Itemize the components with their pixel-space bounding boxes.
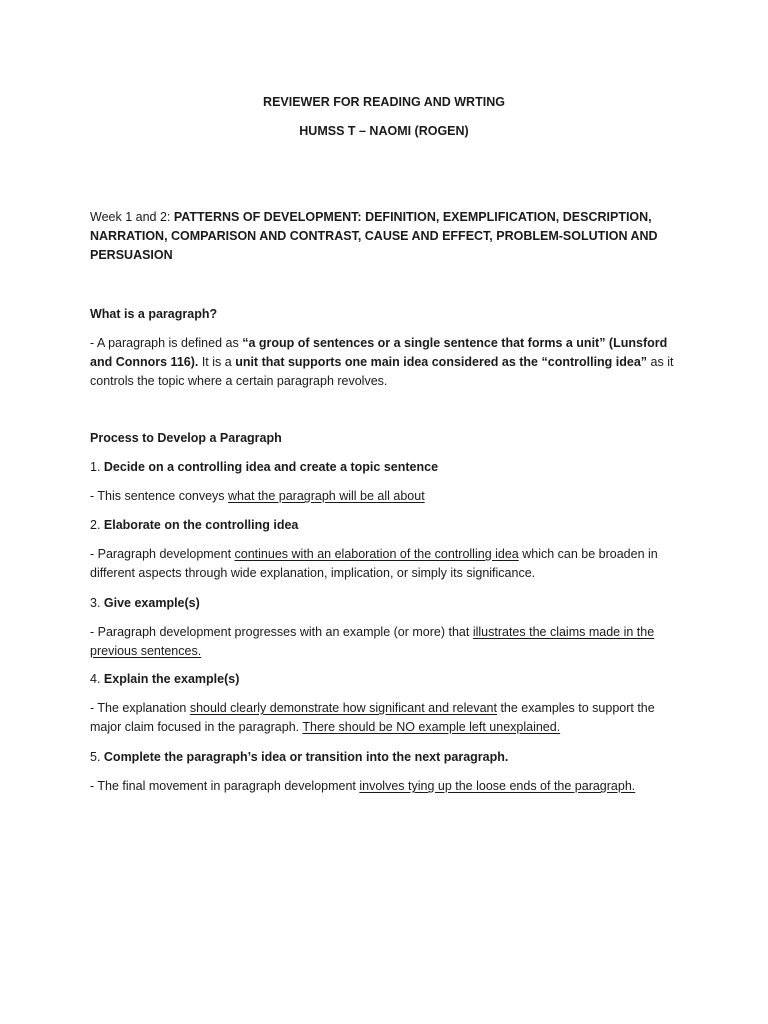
- section-heading: Process to Develop a Paragraph: [90, 431, 282, 445]
- process-heading: [90, 429, 685, 448]
- paragraph-definition: [90, 334, 685, 391]
- step-desc-text: which can be broaden in different aspects through wide explanation, implication, or simply its significance.: [90, 547, 658, 580]
- document-subtitle: HUMSS T – NAOMI (ROGEN): [299, 124, 469, 138]
- step-title: [90, 748, 685, 767]
- paragraph-question-heading: [90, 305, 685, 324]
- step-title: [90, 594, 685, 613]
- week-topics: [90, 208, 685, 265]
- definition-quote: “a group of sentences or a single sentence that forms a unit” (Lunsford and Connors 116).: [90, 336, 668, 369]
- definition-text: as it controls the topic where a certain paragraph revolves.: [90, 355, 674, 388]
- section-heading: What is a paragraph?: [90, 307, 218, 321]
- step-desc-underlined: what the paragraph will be all about: [228, 489, 425, 503]
- step-desc-text: - Paragraph development: [90, 547, 235, 561]
- step-number: 4.: [90, 672, 104, 686]
- week-topics-list: PATTERNS OF DEVELOPMENT: DEFINITION, EXEMPLIFICATION, DESCRIPTION, NARRATION, COMPARISON AND CONTRAST, CAUSE AND EFFECT, PROBLEM-SOLUTION AND PERSUASION: [90, 210, 658, 262]
- step-title: [90, 516, 685, 535]
- week-prefix: Week 1 and 2:: [90, 210, 174, 224]
- step-number: 5.: [90, 750, 104, 764]
- step-desc-text: - This sentence conveys: [90, 489, 229, 503]
- step-desc-text: - The explanation: [90, 701, 190, 715]
- step-description: [90, 545, 685, 583]
- step-desc-underlined: There should be NO example left unexplained.: [302, 720, 561, 734]
- step-title: [90, 670, 685, 689]
- step-number: 2.: [90, 518, 104, 532]
- step-number: 1.: [90, 460, 104, 474]
- step-description: [90, 777, 685, 796]
- document-title: REVIEWER FOR READING AND WRTING: [263, 95, 505, 109]
- step-description: [90, 699, 685, 737]
- step-title-text: Complete the paragraph’s idea or transition into the next paragraph.: [103, 750, 509, 764]
- step-title-text: Explain the example(s): [103, 672, 240, 686]
- definition-emphasis: unit that supports one main idea considered as the “controlling idea”: [235, 355, 648, 369]
- step-title-text: Elaborate on the controlling idea: [103, 518, 299, 532]
- definition-text: It is a: [198, 355, 236, 369]
- step-desc-underlined: should clearly demonstrate how significant and relevant: [189, 701, 497, 715]
- step-desc-text: the examples to support the major claim focused in the paragraph.: [90, 701, 655, 734]
- step-title-text: Give example(s): [103, 596, 200, 610]
- step-title-text: Decide on a controlling idea and create a topic sentence: [103, 460, 439, 474]
- step-desc-underlined: illustrates the claims made in the previous sentences.: [90, 625, 655, 658]
- step-desc-text: - The final movement in paragraph development: [90, 779, 360, 793]
- step-description: [90, 487, 685, 506]
- step-number: 3.: [90, 596, 104, 610]
- step-desc-underlined: continues with an elaboration of the controlling idea: [234, 547, 519, 561]
- step-desc-underlined: involves tying up the loose ends of the paragraph.: [359, 779, 636, 793]
- step-desc-text: - Paragraph development progresses with an example (or more) that: [90, 625, 473, 639]
- definition-text: - A paragraph is defined as: [90, 336, 243, 350]
- step-title: [90, 458, 685, 477]
- step-description: [90, 623, 685, 661]
